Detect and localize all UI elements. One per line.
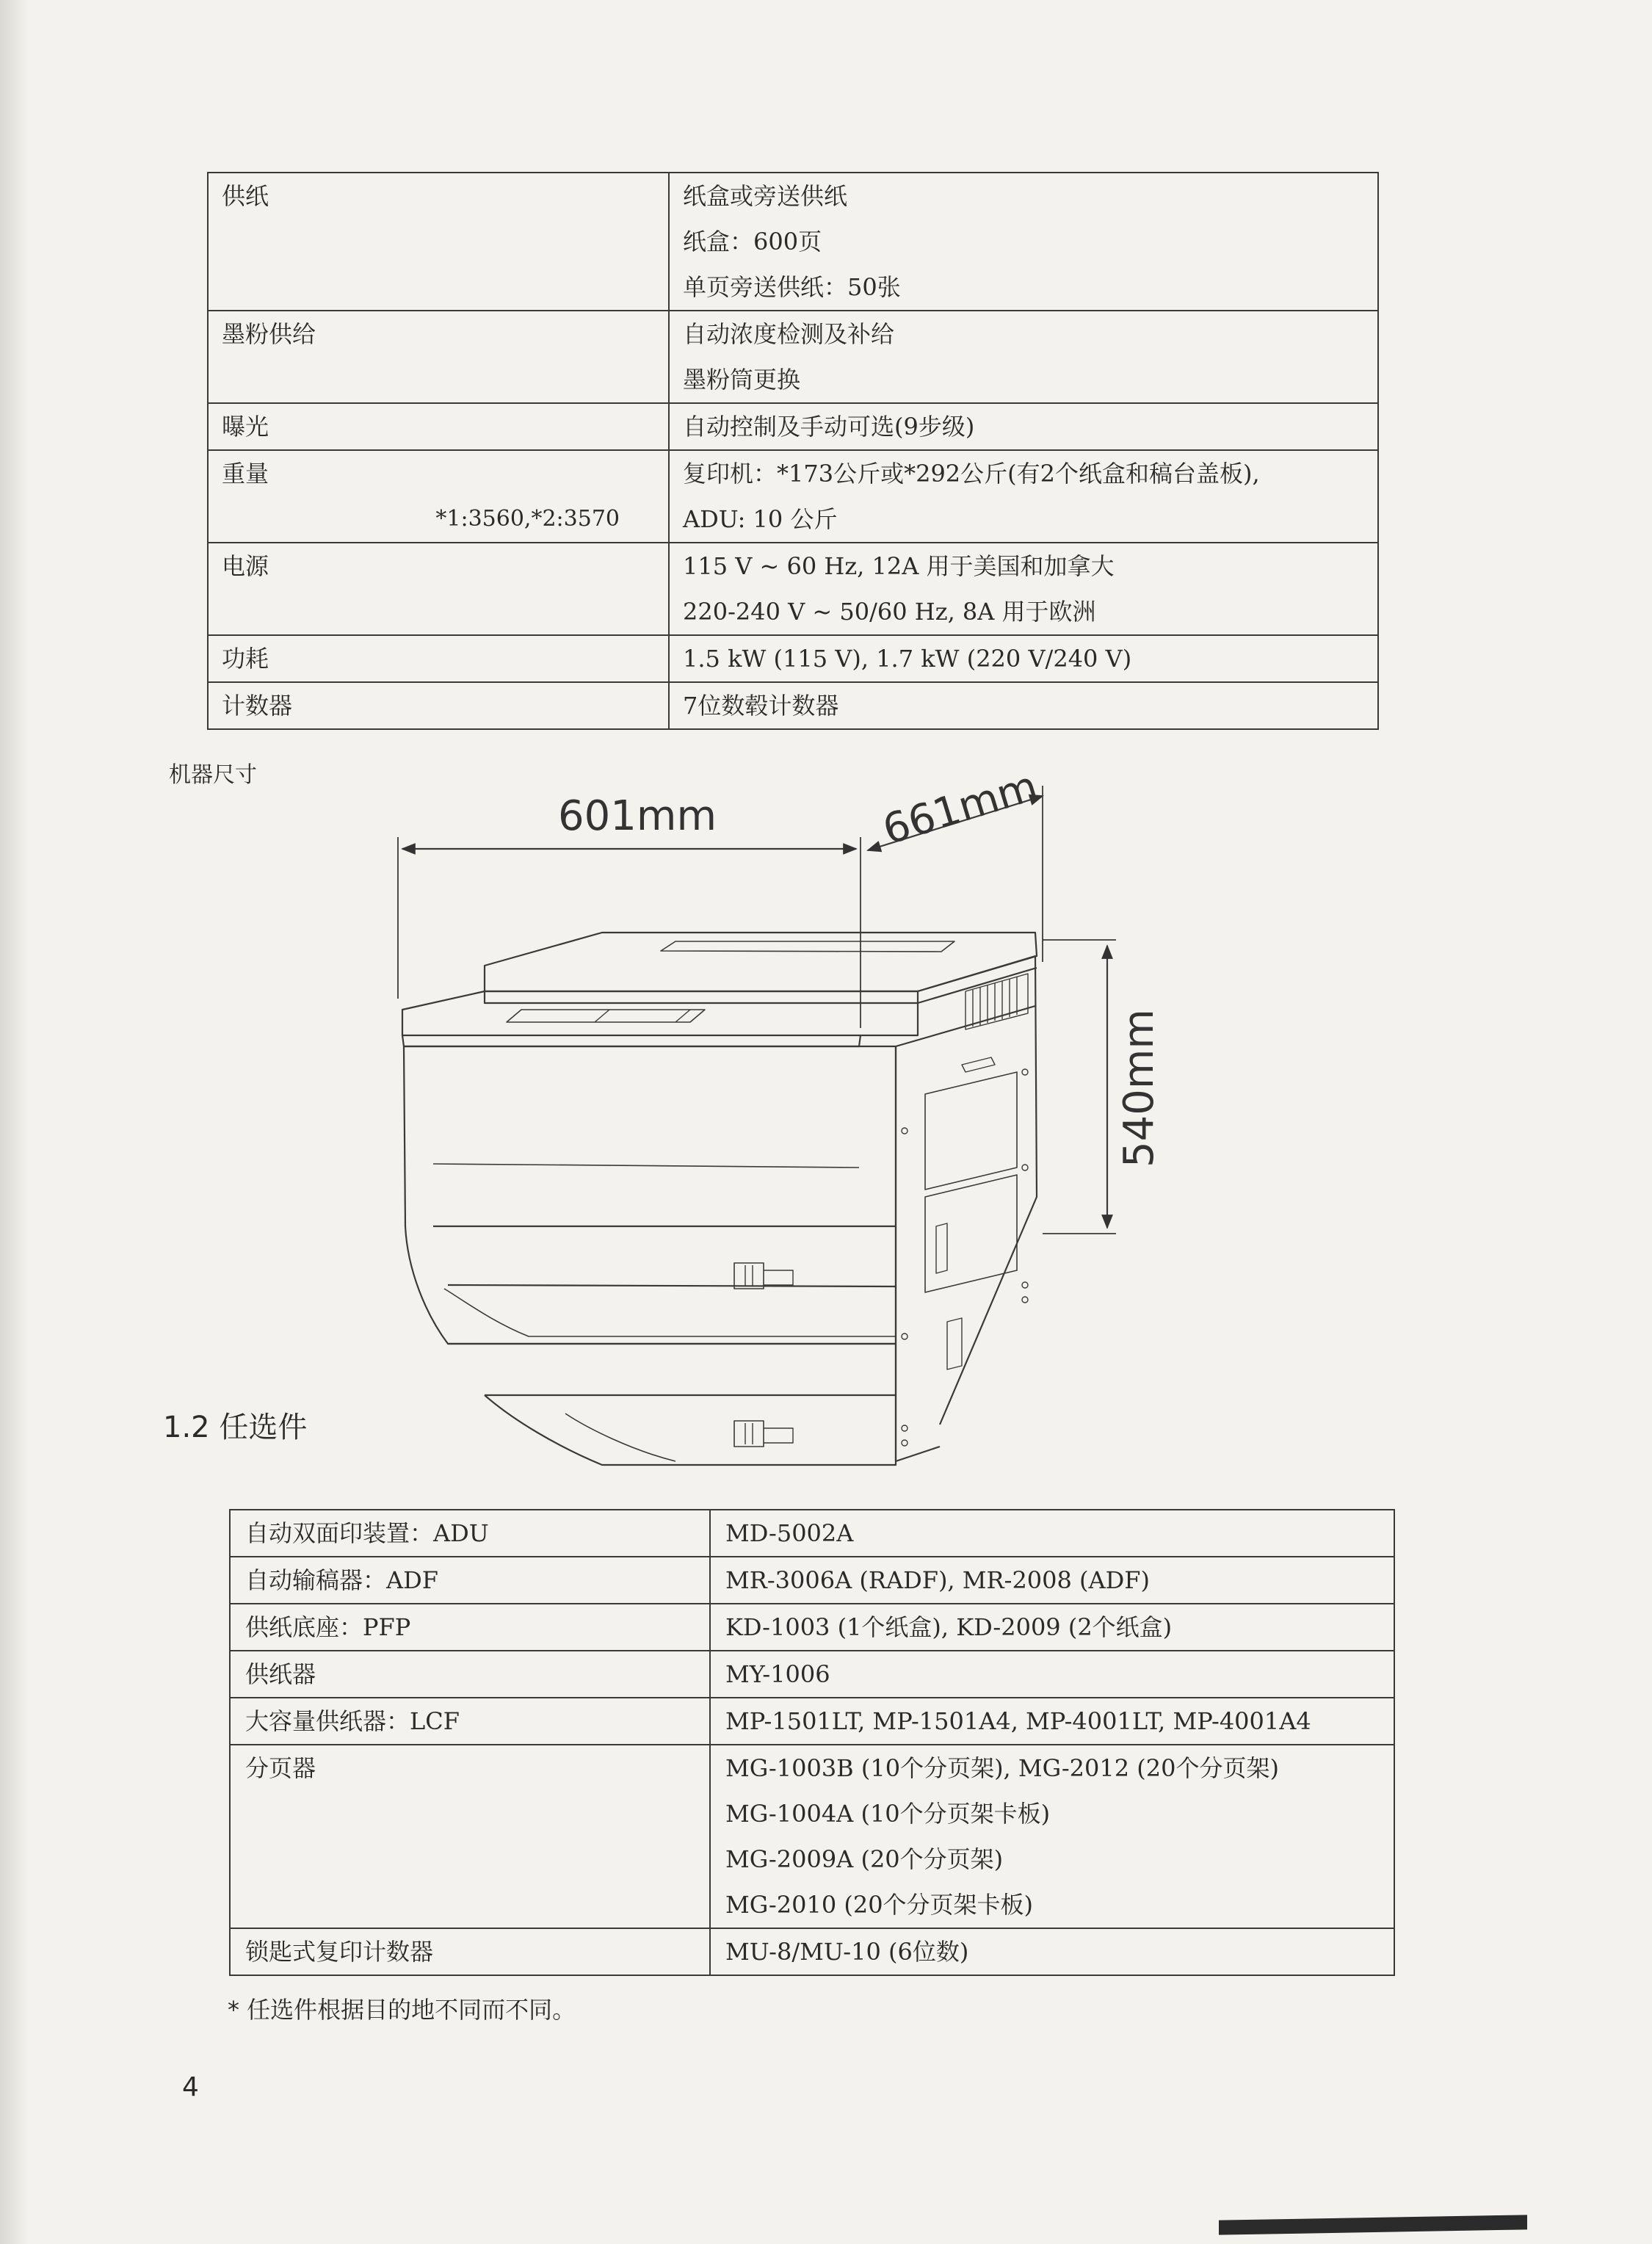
table-row [230, 1510, 1394, 1557]
row-value-cell [710, 1651, 1394, 1698]
table-row [230, 1557, 1394, 1604]
row-value-line: ADU: 10 公斤 [683, 505, 838, 533]
row-value-cell [669, 173, 1378, 311]
row-value-line: KD-1003 (1个纸盒), KD-2009 (2个纸盒) [725, 1613, 1173, 1641]
row-value-line: 纸盒：600页 [683, 228, 822, 256]
page-number: 4 [182, 2072, 199, 2102]
row-label-cell [230, 1510, 710, 1557]
row-value-line: MG-1003B (10个分页架), MG-2012 (20个分页架) [725, 1754, 1279, 1782]
row-value-line: MG-1004A (10个分页架卡板) [725, 1800, 1051, 1828]
row-label-cell [208, 450, 669, 543]
table-row [208, 173, 1378, 311]
row-label-cell [230, 1604, 710, 1651]
row-value-line: MG-2009A (20个分页架) [725, 1845, 1004, 1873]
row-label: 重量 [222, 460, 269, 488]
row-label: 供纸 [222, 182, 269, 210]
row-label: 锁匙式复印计数器 [245, 1938, 434, 1966]
row-label: 供纸器 [245, 1660, 316, 1688]
row-label: 曝光 [222, 413, 269, 441]
row-label: 大容量供纸器：LCF [245, 1707, 460, 1735]
row-value-line: 115 V ~ 60 Hz, 12A 用于美国和加拿大 [683, 552, 1115, 580]
table-row [208, 682, 1378, 729]
row-value-line: 复印机：*173公斤或*292公斤(有2个纸盒和稿台盖板), [683, 460, 1260, 488]
row-label-cell [208, 173, 669, 311]
dimensions-caption: 机器尺寸 [169, 762, 257, 788]
row-value-cell [669, 311, 1378, 403]
row-value-cell [710, 1557, 1394, 1604]
row-value-line: 墨粉筒更换 [683, 366, 801, 394]
row-value-line: MU-8/MU-10 (6位数) [725, 1938, 969, 1966]
row-value-cell [710, 1604, 1394, 1651]
row-note: *1:3560,*2:3570 [435, 506, 620, 532]
section-heading: 1.2 任选件 [163, 1411, 308, 1444]
height-label: 540mm [1115, 1009, 1163, 1168]
row-label-cell [208, 311, 669, 403]
row-value-cell [669, 682, 1378, 729]
row-value-line: MG-2010 (20个分页架卡板) [725, 1891, 1034, 1919]
row-label-cell [208, 682, 669, 729]
front-door [404, 1046, 896, 1344]
table-row [230, 1698, 1394, 1745]
row-value-line: 自动控制及手动可选(9步级) [683, 413, 975, 441]
table-row [230, 1604, 1394, 1651]
table-row [208, 543, 1378, 635]
row-value-line: 自动浓度检测及补给 [683, 320, 895, 348]
row-value-line: MY-1006 [725, 1660, 830, 1688]
row-label-cell [208, 403, 669, 450]
row-value-cell [669, 450, 1378, 543]
row-label-cell [230, 1557, 710, 1604]
row-label: 墨粉供给 [222, 320, 316, 348]
scan-edge-mark [1219, 2215, 1527, 2234]
row-label: 分页器 [245, 1754, 316, 1782]
options-table [229, 1509, 1395, 1976]
cassette-handle [734, 1263, 764, 1289]
specification-table [207, 172, 1379, 730]
row-label: 自动输稿器：ADF [245, 1566, 438, 1594]
row-value-line: 220-240 V ~ 50/60 Hz, 8A 用于欧洲 [683, 598, 1096, 626]
row-label-cell [230, 1698, 710, 1745]
row-label: 功耗 [222, 645, 269, 673]
row-value-cell [710, 1745, 1394, 1928]
row-value-cell [669, 635, 1378, 682]
row-label-cell [230, 1745, 710, 1928]
table-row [230, 1928, 1394, 1975]
row-value-line: 7位数毂计数器 [683, 692, 839, 720]
table-row [230, 1651, 1394, 1698]
row-value-cell [710, 1698, 1394, 1745]
row-value-line: MP-1501LT, MP-1501A4, MP-4001LT, MP-4001A4 [725, 1707, 1311, 1735]
table-row [208, 311, 1378, 403]
row-label: 电源 [222, 552, 269, 580]
row-value-line: 纸盒或旁送供纸 [683, 182, 848, 210]
row-value-line: 1.5 kW (115 V), 1.7 kW (220 V/240 V) [683, 645, 1132, 673]
row-value-cell [669, 403, 1378, 450]
row-value-line: 单页旁送供纸：50张 [683, 273, 901, 301]
row-value-line: MD-5002A [725, 1519, 854, 1547]
cassette-handle [734, 1421, 764, 1447]
table-row [208, 450, 1378, 543]
row-value-line: MR-3006A (RADF), MR-2008 (ADF) [725, 1566, 1150, 1594]
page-edge-shadow [0, 0, 29, 2244]
row-label: 计数器 [222, 692, 293, 720]
table-row [208, 635, 1378, 682]
row-label: 供纸底座：PFP [245, 1613, 411, 1641]
row-label: 自动双面印装置：ADU [245, 1519, 489, 1547]
row-label-cell [208, 543, 669, 635]
table-row [230, 1745, 1394, 1928]
machine-dimensions-diagram [382, 756, 1175, 1476]
row-label-cell [208, 635, 669, 682]
footnote: * 任选件根据目的地不同而不同。 [228, 1996, 576, 2024]
depth-label: 661mm [877, 762, 1043, 855]
row-value-cell [710, 1510, 1394, 1557]
row-label-cell [230, 1651, 710, 1698]
row-value-cell [669, 543, 1378, 635]
row-label-cell [230, 1928, 710, 1975]
width-label: 601mm [558, 792, 717, 840]
row-value-cell [710, 1928, 1394, 1975]
vent-grille [966, 974, 1028, 1029]
table-row [208, 403, 1378, 450]
